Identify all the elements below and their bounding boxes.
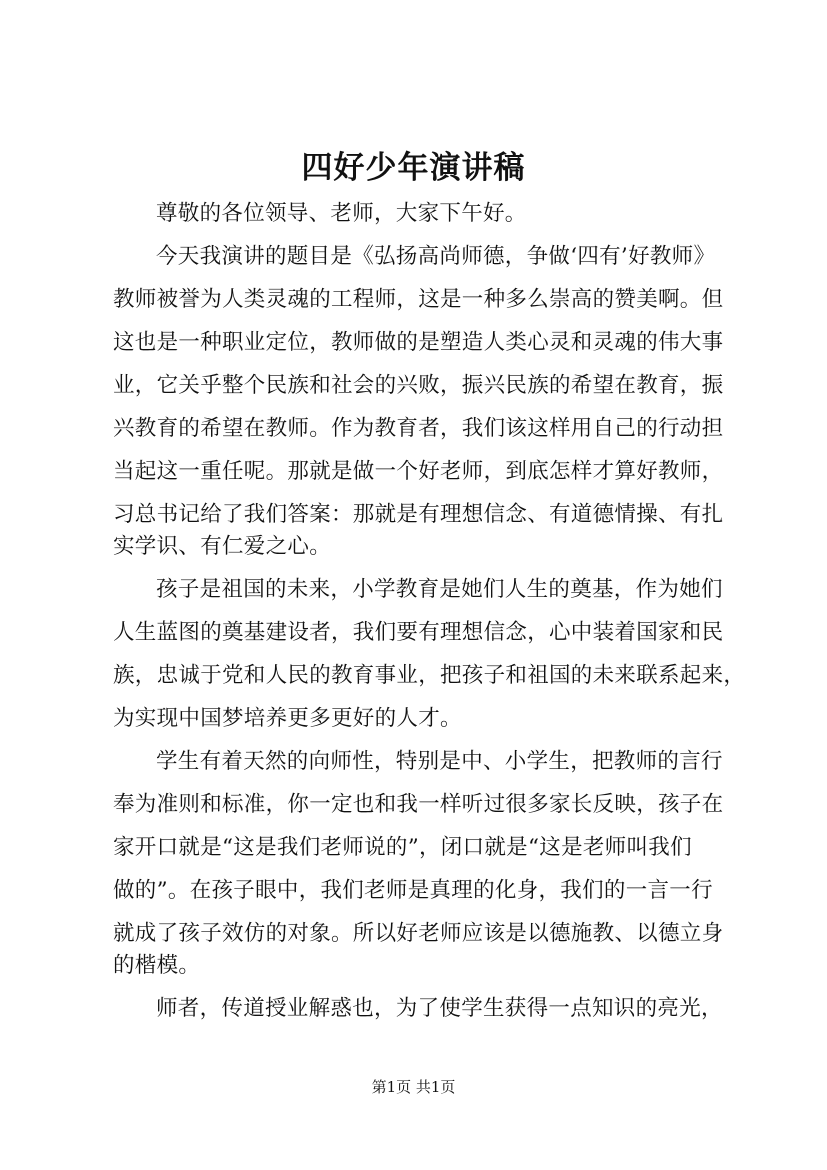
body-line: 的楷模。 [113, 953, 201, 978]
body-line: 教师被誉为人类灵魂的工程师，这是一种多么崇高的赞美啊。但 [113, 287, 724, 312]
body-line: 兴教育的希望在教师。作为教育者，我们该这样用自己的行动担 [113, 416, 724, 441]
body-line: 人生蓝图的奠基建设者，我们要有理想信念，心中装着国家和民 [113, 620, 724, 645]
body-line: 这也是一种职业定位，教师做的是塑造人类心灵和灵魂的伟大事 [113, 330, 724, 355]
body-line: 做的”。在孩子眼中，我们老师是真理的化身，我们的一言一行 [113, 878, 713, 903]
body-line: 奉为准则和标准，你一定也和我一样听过很多家长反映，孩子在 [113, 792, 724, 817]
document-title: 四好少年演讲稿 [301, 150, 526, 186]
body-line: 孩子是祖国的未来，小学教育是她们人生的奠基，作为她们 [156, 577, 723, 602]
body-line: 今天我演讲的题目是《弘扬高尚师德，争做‘四有’好教师》 [156, 244, 716, 269]
body-line: 族，忠诚于党和人民的教育事业，把孩子和祖国的未来联系起来， [113, 663, 746, 688]
body-line: 实学识、有仁爱之心。 [113, 534, 332, 559]
body-line: 家开口就是“这是我们老师说的”，闭口就是“这是老师叫我们 [113, 835, 692, 860]
body-line: 当起这一重任呢。那就是做一个好老师，到底怎样才算好教师， [113, 459, 724, 484]
body-line: 师者，传道授业解惑也，为了使学生获得一点知识的亮光， [156, 996, 723, 1021]
body-line: 为实现中国梦培养更多更好的人才。 [113, 706, 462, 731]
body-line: 习总书记给了我们答案：那就是有理想信念、有道德情操、有扎 [113, 502, 724, 527]
body-line: 学生有着天然的向师性，特别是中、小学生，把教师的言行 [156, 749, 723, 774]
body-line: 尊敬的各位领导、老师，大家下午好。 [156, 201, 527, 226]
page-footer: 第1页 共1页 [371, 1078, 456, 1096]
body-line: 业，它关乎整个民族和社会的兴败，振兴民族的希望在教育，振 [113, 373, 724, 398]
body-line: 就成了孩子效仿的对象。所以好老师应该是以德施教、以德立身 [113, 921, 724, 946]
